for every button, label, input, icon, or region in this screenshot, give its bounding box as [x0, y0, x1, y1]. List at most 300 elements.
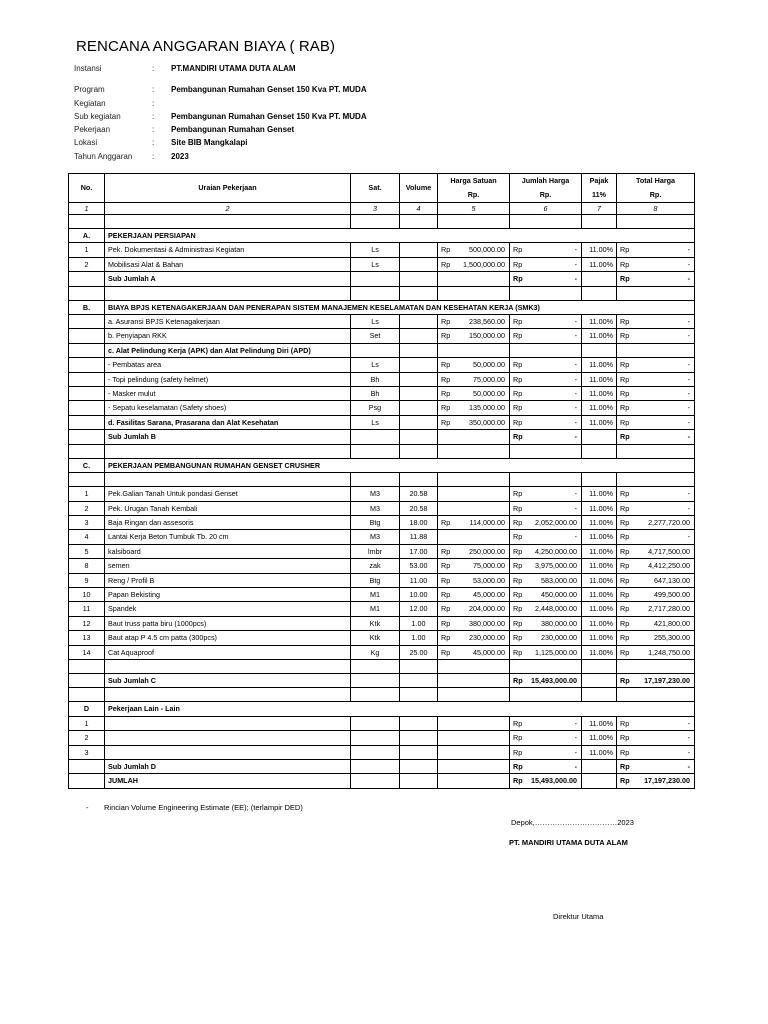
cell-pajak: 11.00% — [582, 315, 617, 329]
table-row — [69, 329, 695, 343]
cell-total — [630, 659, 695, 673]
subtotal-total: 17,197,230.00 — [630, 673, 695, 687]
cell-trp: Rp — [617, 602, 630, 616]
cell-pajak: 11.00% — [582, 257, 617, 271]
cell-sat — [351, 286, 400, 300]
cell-pajak — [582, 444, 617, 458]
cell-hrp: Rp — [438, 415, 451, 429]
cell-jrp: Rp — [510, 559, 523, 573]
cell-jrp: Rp — [510, 616, 523, 630]
cell-pajak — [582, 760, 617, 774]
cell-hrp — [438, 745, 451, 759]
table-row — [69, 358, 695, 372]
cell-jumlah: - — [523, 358, 582, 372]
cell-pajak: 11.00% — [582, 401, 617, 415]
blank-row — [69, 215, 695, 229]
cell-trp — [617, 688, 630, 702]
cell-uraian: Spandek — [105, 602, 351, 616]
cell-no: 14 — [69, 645, 105, 659]
cell-trp: Rp — [617, 745, 630, 759]
cell-no — [69, 286, 105, 300]
cell-jumlah — [523, 215, 582, 229]
cell-sat: Ktk — [351, 631, 400, 645]
cell-jumlah: - — [523, 257, 582, 271]
cell-total: 255,300.00 — [630, 631, 695, 645]
header-volume: Volume — [400, 174, 438, 203]
cell-no: 12 — [69, 616, 105, 630]
cell-uraian: Lantai Kerja Beton Tumbuk Tb. 20 cm — [105, 530, 351, 544]
cell-jumlah: - — [523, 530, 582, 544]
cell-no — [69, 688, 105, 702]
cell-sat: M3 — [351, 530, 400, 544]
cell-uraian: a. Asuransi BPJS Ketenagakerjaan — [105, 315, 351, 329]
info-label: Kegiatan — [74, 98, 106, 108]
cell-pajak: 11.00% — [582, 358, 617, 372]
cell-vol — [400, 745, 438, 759]
section-title: PEKERJAAN PEMBANGUNAN RUMAHAN GENSET CRUSHER — [105, 458, 695, 472]
cell-hrp — [438, 688, 451, 702]
cell-no: 1 — [69, 487, 105, 501]
cell-jrp: Rp — [510, 515, 523, 529]
header-harga-unit: Rp. — [438, 188, 510, 203]
header-jumlah: Jumlah Harga — [510, 174, 582, 189]
signer-title: Direktur Utama — [553, 912, 604, 921]
cell-sat: Ls — [351, 243, 400, 257]
cell-total — [630, 215, 695, 229]
cell-total: 4,412,250.00 — [630, 559, 695, 573]
cell-jrp: Rp — [510, 401, 523, 415]
note-dash: - — [86, 803, 89, 812]
cell-vol: 11.00 — [400, 573, 438, 587]
cell-trp: Rp — [617, 372, 630, 386]
cell-no — [69, 343, 105, 357]
cell-jrp: Rp — [510, 602, 523, 616]
cell-uraian: b. Penyiapan RKK — [105, 329, 351, 343]
cell-sat — [351, 774, 400, 788]
cell-pajak: 11.00% — [582, 645, 617, 659]
cell-jrp — [510, 688, 523, 702]
cell-no — [69, 473, 105, 487]
table-row — [69, 631, 695, 645]
cell-total: - — [630, 745, 695, 759]
blank-row — [69, 473, 695, 487]
cell-no — [69, 774, 105, 788]
cell-trp — [617, 473, 630, 487]
subtotal-rp: Rp — [617, 774, 630, 788]
cell-hrp: Rp — [438, 587, 451, 601]
cell-jumlah: - — [523, 501, 582, 515]
cell-total: 2,717,280.00 — [630, 602, 695, 616]
subtotal-rp: Rp — [510, 760, 523, 774]
cell-harga — [451, 688, 510, 702]
cell-vol — [400, 372, 438, 386]
cell-jumlah: 380,000.00 — [523, 616, 582, 630]
cell-jrp — [510, 343, 523, 357]
subtotal-jumlah: - — [523, 760, 582, 774]
cell-jumlah — [523, 473, 582, 487]
cell-jumlah: - — [523, 401, 582, 415]
cell-harga — [451, 530, 510, 544]
section-letter: A. — [69, 229, 105, 243]
cell-total: - — [630, 243, 695, 257]
col-number: 8 — [617, 203, 695, 215]
cell-vol — [400, 358, 438, 372]
cell-harga — [451, 760, 510, 774]
header-harga: Harga Satuan — [438, 174, 510, 189]
subtotal-rp: Rp — [510, 673, 523, 687]
cell-pajak — [582, 272, 617, 286]
cell-jumlah — [523, 688, 582, 702]
cell-vol — [400, 673, 438, 687]
section-row — [69, 458, 695, 472]
cell-hrp — [438, 444, 451, 458]
subtotal-rp: Rp — [617, 760, 630, 774]
cell-sat — [351, 716, 400, 730]
cell-hrp — [438, 774, 451, 788]
cell-total: 1,248,750.00 — [630, 645, 695, 659]
cell-vol: 1.00 — [400, 616, 438, 630]
cell-jumlah — [523, 286, 582, 300]
cell-harga: 50,000.00 — [451, 358, 510, 372]
table-row — [69, 745, 695, 759]
cell-uraian: d. Fasilitas Sarana, Prasarana dan Alat Kesehatan — [105, 415, 351, 429]
cell-uraian — [105, 731, 351, 745]
cell-total: - — [630, 501, 695, 515]
cell-sat: zak — [351, 559, 400, 573]
cell-no: 4 — [69, 530, 105, 544]
info-label: Pekerjaan — [74, 125, 111, 135]
cell-no — [69, 387, 105, 401]
cell-trp — [617, 343, 630, 357]
cell-harga — [451, 659, 510, 673]
cell-trp: Rp — [617, 401, 630, 415]
cell-pajak: 11.00% — [582, 243, 617, 257]
cell-sat — [351, 745, 400, 759]
cell-hrp: Rp — [438, 602, 451, 616]
cell-no — [69, 430, 105, 444]
cell-jumlah: 1,125,000.00 — [523, 645, 582, 659]
header-pajak-rate: 11% — [582, 188, 617, 203]
subtotal-label: Sub Jumlah B — [105, 430, 351, 444]
cell-hrp — [438, 760, 451, 774]
cell-pajak — [582, 286, 617, 300]
table-row — [69, 487, 695, 501]
info-value: 2023 — [171, 151, 189, 161]
cell-hrp: Rp — [438, 573, 451, 587]
cell-hrp — [438, 286, 451, 300]
cell-jrp: Rp — [510, 544, 523, 558]
table-row — [69, 515, 695, 529]
cell-vol — [400, 688, 438, 702]
cell-vol — [400, 430, 438, 444]
cell-trp: Rp — [617, 631, 630, 645]
info-value: Pembangunan Rumahan Genset — [171, 125, 295, 135]
subtotal-row — [69, 673, 695, 687]
cell-jrp — [510, 286, 523, 300]
cell-total: - — [630, 731, 695, 745]
subtotal-rp: Rp — [617, 272, 630, 286]
cell-harga: 45,000.00 — [451, 587, 510, 601]
table-row — [69, 544, 695, 558]
subtotal-jumlah: 15,493,000.00 — [523, 673, 582, 687]
cell-uraian — [105, 215, 351, 229]
info-label: Sub kegiatan — [74, 111, 121, 121]
cell-harga: 45,000.00 — [451, 645, 510, 659]
blank-row — [69, 688, 695, 702]
cell-trp: Rp — [617, 501, 630, 515]
cell-jumlah: - — [523, 315, 582, 329]
cell-vol — [400, 343, 438, 357]
cell-total: - — [630, 329, 695, 343]
cell-sat: Ls — [351, 257, 400, 271]
cell-vol — [400, 257, 438, 271]
cell-sat — [351, 731, 400, 745]
subtotal-total: - — [630, 430, 695, 444]
cell-pajak: 11.00% — [582, 602, 617, 616]
cell-no — [69, 415, 105, 429]
cell-hrp — [438, 673, 451, 687]
cell-total: - — [630, 387, 695, 401]
cell-vol — [400, 731, 438, 745]
cell-vol: 20.58 — [400, 487, 438, 501]
cell-pajak: 11.00% — [582, 415, 617, 429]
cell-trp: Rp — [617, 415, 630, 429]
subtotal-total: - — [630, 272, 695, 286]
cell-hrp: Rp — [438, 387, 451, 401]
cell-vol — [400, 415, 438, 429]
cell-trp — [617, 659, 630, 673]
table-row — [69, 243, 695, 257]
cell-uraian: Pek. Urugan Tanah Kembali — [105, 501, 351, 515]
cell-pajak: 11.00% — [582, 515, 617, 529]
col-number: 1 — [69, 203, 105, 215]
cell-pajak: 11.00% — [582, 559, 617, 573]
place-date: Depok,……………………………2023 — [511, 818, 634, 827]
cell-vol — [400, 272, 438, 286]
cell-jrp: Rp — [510, 487, 523, 501]
cell-trp — [617, 215, 630, 229]
info-value: Pembangunan Rumahan Genset 150 Kva PT. MUDA — [171, 111, 367, 121]
cell-jrp: Rp — [510, 257, 523, 271]
cell-sat — [351, 659, 400, 673]
cell-hrp: Rp — [438, 559, 451, 573]
cell-trp: Rp — [617, 616, 630, 630]
header-total-unit: Rp. — [617, 188, 695, 203]
info-colon: : — [152, 138, 155, 148]
cell-uraian: Reng / Profil B — [105, 573, 351, 587]
cell-total — [630, 444, 695, 458]
cell-no: 3 — [69, 745, 105, 759]
cell-harga: 1,500,000.00 — [451, 257, 510, 271]
header-pajak: Pajak — [582, 174, 617, 189]
cell-no — [69, 272, 105, 286]
cell-vol: 1.00 — [400, 631, 438, 645]
info-colon: : — [152, 125, 155, 135]
cell-harga: 238,560.00 — [451, 315, 510, 329]
cell-vol — [400, 716, 438, 730]
cell-jrp: Rp — [510, 530, 523, 544]
cell-vol: 10.00 — [400, 587, 438, 601]
table-row — [69, 530, 695, 544]
cell-jumlah: - — [523, 372, 582, 386]
cell-total: - — [630, 716, 695, 730]
cell-vol — [400, 243, 438, 257]
cell-harga — [451, 745, 510, 759]
cell-harga — [451, 215, 510, 229]
cell-hrp — [438, 343, 451, 357]
subtotal-jumlah: 15,493,000.00 — [523, 774, 582, 788]
cell-total: 4,717,500.00 — [630, 544, 695, 558]
cell-jumlah: 3,975,000.00 — [523, 559, 582, 573]
cell-total: - — [630, 487, 695, 501]
cell-uraian — [105, 659, 351, 673]
cell-uraian: Baut atap P 4.5 cm patta (300pcs) — [105, 631, 351, 645]
cell-vol: 12.00 — [400, 602, 438, 616]
cell-trp: Rp — [617, 587, 630, 601]
cell-uraian — [105, 444, 351, 458]
subtotal-label: Sub Jumlah A — [105, 272, 351, 286]
info-label: Tahun Anggaran — [74, 151, 133, 161]
cell-total: - — [630, 530, 695, 544]
cell-sat — [351, 430, 400, 444]
cell-sat: Ls — [351, 358, 400, 372]
subtotal-total: 17,197,230.00 — [630, 774, 695, 788]
cell-harga: 75,000.00 — [451, 372, 510, 386]
cell-harga — [451, 430, 510, 444]
cell-hrp — [438, 530, 451, 544]
cell-harga: 380,000.00 — [451, 616, 510, 630]
cell-harga: 114,000.00 — [451, 515, 510, 529]
cell-sat — [351, 272, 400, 286]
cell-uraian — [105, 716, 351, 730]
cell-jumlah: - — [523, 415, 582, 429]
section-row — [69, 300, 695, 314]
cell-no: 1 — [69, 716, 105, 730]
cell-pajak: 11.00% — [582, 329, 617, 343]
section-letter: D — [69, 702, 105, 716]
cell-pajak — [582, 430, 617, 444]
cell-jumlah: 450,000.00 — [523, 587, 582, 601]
subtotal-rp: Rp — [510, 272, 523, 286]
cell-total — [630, 688, 695, 702]
cell-jrp: Rp — [510, 501, 523, 515]
cell-total: - — [630, 372, 695, 386]
subtotal-rp: Rp — [510, 774, 523, 788]
table-row — [69, 401, 695, 415]
cell-hrp: Rp — [438, 515, 451, 529]
cell-uraian — [105, 745, 351, 759]
table-row — [69, 501, 695, 515]
info-label: Lokasi — [74, 138, 98, 148]
cell-no — [69, 444, 105, 458]
info-value: Site BIB Mangkalapi — [171, 138, 248, 148]
header-total: Total Harga — [617, 174, 695, 189]
cell-hrp — [438, 430, 451, 444]
cell-harga — [451, 343, 510, 357]
cell-hrp: Rp — [438, 257, 451, 271]
cell-sat: Kg — [351, 645, 400, 659]
cell-jumlah: - — [523, 243, 582, 257]
cell-no: 10 — [69, 587, 105, 601]
cell-pajak: 11.00% — [582, 631, 617, 645]
cell-vol: 20.58 — [400, 501, 438, 515]
cell-harga: 204,000.00 — [451, 602, 510, 616]
cell-trp: Rp — [617, 257, 630, 271]
cell-sat: Bh — [351, 387, 400, 401]
cell-hrp — [438, 272, 451, 286]
table-row — [69, 587, 695, 601]
cell-jrp: Rp — [510, 587, 523, 601]
cell-pajak: 11.00% — [582, 616, 617, 630]
cell-vol — [400, 444, 438, 458]
cell-jumlah: 4,250,000.00 — [523, 544, 582, 558]
cell-jrp: Rp — [510, 731, 523, 745]
subtotal-rp: Rp — [617, 673, 630, 687]
cell-vol — [400, 774, 438, 788]
cell-jrp — [510, 444, 523, 458]
cell-vol — [400, 401, 438, 415]
cell-hrp — [438, 487, 451, 501]
col-number: 4 — [400, 203, 438, 215]
cell-jumlah — [523, 343, 582, 357]
cell-jrp: Rp — [510, 745, 523, 759]
info-label: Instansi — [74, 64, 102, 73]
cell-vol: 25.00 — [400, 645, 438, 659]
cell-jumlah: - — [523, 487, 582, 501]
subtotal-label: Sub Jumlah D — [105, 760, 351, 774]
info-colon: : — [152, 64, 155, 73]
cell-no: 8 — [69, 559, 105, 573]
subtotal-rp: Rp — [510, 430, 523, 444]
cell-harga: 250,000.00 — [451, 544, 510, 558]
table-row — [69, 315, 695, 329]
cell-total — [630, 473, 695, 487]
cell-total — [630, 286, 695, 300]
cell-harga — [451, 473, 510, 487]
table-row — [69, 559, 695, 573]
table-row — [69, 372, 695, 386]
info-value: PT.MANDIRI UTAMA DUTA ALAM — [171, 64, 296, 73]
cell-hrp — [438, 659, 451, 673]
cell-uraian: Mobilisasi Alat & Bahan — [105, 257, 351, 271]
section-title: BIAYA BPJS KETENAGAKERJAAN DAN PENERAPAN SISTEM MANAJEMEN KESELAMATAN DAN KESEHATAN KERJA (SMK3) — [105, 300, 695, 314]
cell-vol: 53.00 — [400, 559, 438, 573]
cell-hrp — [438, 716, 451, 730]
cell-jrp: Rp — [510, 716, 523, 730]
blank-row — [69, 659, 695, 673]
blank-row — [69, 286, 695, 300]
cell-jrp: Rp — [510, 243, 523, 257]
cell-pajak: 11.00% — [582, 573, 617, 587]
cell-sat — [351, 673, 400, 687]
cell-jrp: Rp — [510, 573, 523, 587]
budget-table — [68, 173, 695, 789]
cell-harga: 53,000.00 — [451, 573, 510, 587]
cell-jrp: Rp — [510, 415, 523, 429]
cell-sat — [351, 215, 400, 229]
cell-pajak: 11.00% — [582, 501, 617, 515]
cell-pajak: 11.00% — [582, 387, 617, 401]
cell-jumlah: - — [523, 716, 582, 730]
cell-pajak: 11.00% — [582, 372, 617, 386]
cell-vol: 11.88 — [400, 530, 438, 544]
cell-total — [630, 343, 695, 357]
cell-harga — [451, 286, 510, 300]
cell-no: 9 — [69, 573, 105, 587]
cell-trp — [617, 286, 630, 300]
cell-jumlah: - — [523, 387, 582, 401]
cell-total: - — [630, 401, 695, 415]
